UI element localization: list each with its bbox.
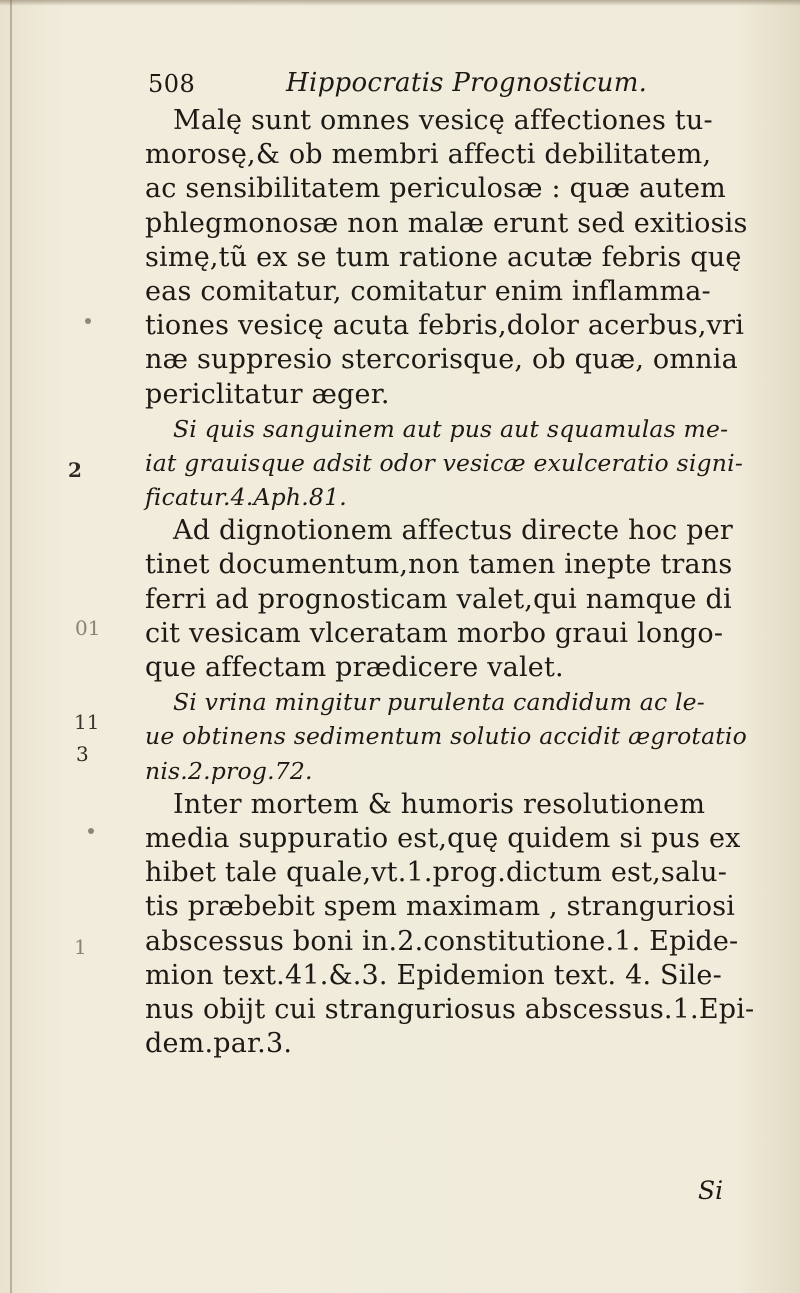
margin-mark: 11 [74, 710, 100, 734]
margin-mark: 01 [75, 616, 101, 640]
margin-mark: 2 [68, 458, 82, 482]
aphorism-line: iat grauisque adsit odor vesicæ exulceratio signi- [145, 448, 743, 477]
text-line: tiones vesicę acuta febris,dolor acerbus,vri [145, 310, 745, 342]
text-line: Inter mortem & humoris resolutionem [173, 788, 706, 820]
aphorism-line: Si vrina mingitur purulenta candidum ac le- [173, 688, 705, 717]
aphorism-line: ue obtinens sedimentum solutio accidit ægrotatio [145, 722, 747, 751]
page-header [148, 68, 748, 108]
text-line: morosę,& ob membri affecti debilitatem, [145, 139, 712, 171]
aphorism-line: nis.2.prog.72. [145, 756, 313, 785]
text-line: media suppuratio est,quę quidem si pus ex [145, 822, 741, 854]
text-line: Ad dignotionem affectus directe hoc per [173, 515, 734, 547]
text-line: tinet documentum,non tamen inepte trans [145, 549, 733, 581]
text-line: tis præbebit spem maximam , stranguriosi [145, 891, 736, 923]
text-line: abscessus boni in.2.constitutione.1. Epide- [145, 925, 739, 957]
text-line: Malę sunt omnes vesicę affectiones tu- [173, 105, 713, 136]
body-text [145, 104, 755, 1061]
text-line: hibet tale quale,vt.1.prog.dictum est,salu- [145, 857, 728, 889]
text-line: ferri ad prognosticam valet,qui namque di [145, 583, 732, 615]
text-line: periclitatur æger. [145, 378, 390, 410]
text-line: dem.par.3. [145, 1028, 293, 1060]
text-line: mion text.41.&.3. Epidemion text. 4. Sile- [145, 959, 722, 991]
ink-dot [85, 318, 91, 324]
text-line: eas comitatur, comitatur enim inflamma- [145, 275, 711, 307]
text-line: que affectam prædicere valet. [145, 652, 564, 683]
aphorism-line: ficatur.4.Aph.81. [145, 483, 347, 512]
text-line: nus obijt cui stranguriosus abscessus.1.Epi- [145, 993, 755, 1025]
text-line: ac sensibilitatem periculosæ : quæ autem [145, 173, 726, 205]
text-line: simę,tũ ex se tum ratione acutæ febris quę [145, 241, 742, 273]
running-title: Hippocratis Prognosticum. [286, 68, 648, 98]
ink-dot [88, 828, 94, 834]
margin-mark: 1 [74, 935, 87, 959]
page-number: 508 [148, 70, 196, 98]
aphorism-line: Si quis sanguinem aut pus aut squamulas me- [173, 414, 729, 443]
text-line: næ suppresio stercorisque, ob quæ, omnia [145, 344, 738, 376]
text-line: phlegmonosæ non malæ erunt sed exitiosis [145, 207, 748, 239]
margin-mark: 3 [76, 742, 89, 766]
catchword: Si [698, 1176, 724, 1205]
text-line: cit vesicam vlceratam morbo graui longo- [145, 617, 724, 649]
